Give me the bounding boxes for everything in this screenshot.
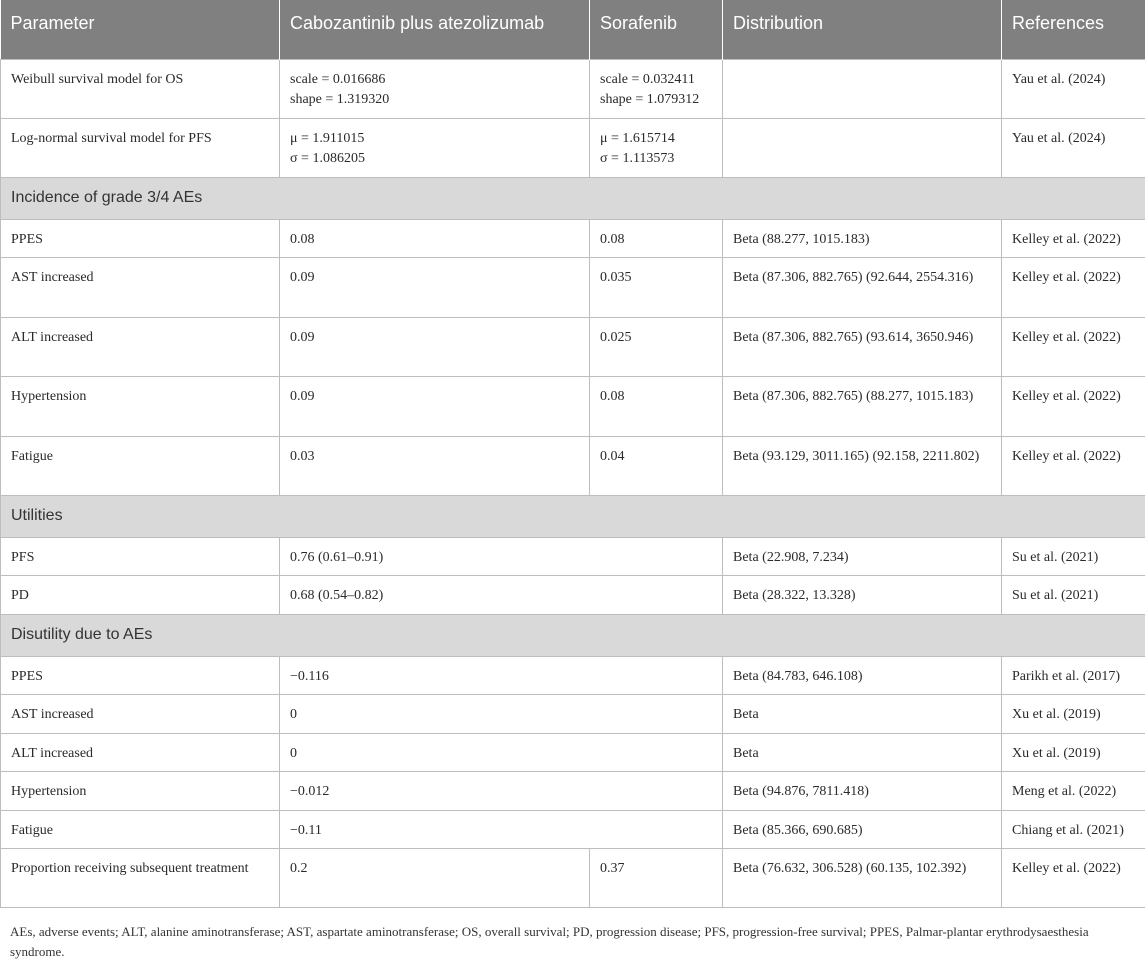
dist-cell: Beta (88.277, 1015.183) xyxy=(723,219,1002,257)
table-row xyxy=(1,376,1145,436)
value-cell: −0.116 xyxy=(280,656,723,694)
table-row xyxy=(1,118,1145,177)
param-cell: AST increased xyxy=(1,694,280,733)
table-row xyxy=(1,733,1145,771)
header-cabozantinib: Cabozantinib plus atezolizumab xyxy=(280,0,590,59)
ref-cell: Su et al. (2021) xyxy=(1002,575,1145,614)
cabo-cell: 0.03 xyxy=(280,436,590,495)
ref-cell: Kelley et al. (2022) xyxy=(1002,257,1145,317)
section-title: Utilities xyxy=(1,495,1145,537)
cabo-cell: 0.08 xyxy=(280,219,590,257)
table-row xyxy=(1,694,1145,733)
header-references: References xyxy=(1002,0,1145,59)
param-cell: PPES xyxy=(1,219,280,257)
ref-cell: Chiang et al. (2021) xyxy=(1002,810,1145,848)
table-row xyxy=(1,317,1145,376)
dist-cell: Beta (93.129, 3011.165) (92.158, 2211.802) xyxy=(723,436,1002,495)
section-row-disutility xyxy=(1,614,1145,656)
cabo-cell: 0.09 xyxy=(280,317,590,376)
sora-cell: scale = 0.032411 shape = 1.079312 xyxy=(590,59,723,118)
param-cell: AST increased xyxy=(1,257,280,317)
param-cell: Fatigue xyxy=(1,810,280,848)
cabo-cell: 0.09 xyxy=(280,257,590,317)
table-row xyxy=(1,219,1145,257)
ref-cell: Kelley et al. (2022) xyxy=(1002,317,1145,376)
section-row-incidence xyxy=(1,177,1145,219)
cabo-cell: μ = 1.911015 σ = 1.086205 xyxy=(280,118,590,177)
ref-cell: Yau et al. (2024) xyxy=(1002,59,1145,118)
cabo-cell: 0.09 xyxy=(280,376,590,436)
table-footnote: AEs, adverse events; ALT, alanine aminotransferase; AST, aspartate aminotransferase; OS, overall survival; PD, progression disease; PFS, progression-free survival; PPES, Palmar-plantar erythrodysaesthesia syndrome. xyxy=(10,924,1089,959)
param-cell: Fatigue xyxy=(1,436,280,495)
cabo-cell: 0.2 xyxy=(280,848,590,907)
sora-cell: 0.025 xyxy=(590,317,723,376)
table-row xyxy=(1,436,1145,495)
sora-cell: μ = 1.615714 σ = 1.113573 xyxy=(590,118,723,177)
section-title: Disutility due to AEs xyxy=(1,614,1145,656)
ref-cell: Kelley et al. (2022) xyxy=(1002,376,1145,436)
param-cell: PD xyxy=(1,575,280,614)
table-row xyxy=(1,59,1145,118)
param-cell: Log-normal survival model for PFS xyxy=(1,118,280,177)
dist-cell: Beta (22.908, 7.234) xyxy=(723,537,1002,575)
table-row xyxy=(1,656,1145,694)
param-cell: Hypertension xyxy=(1,376,280,436)
value-cell: 0 xyxy=(280,694,723,733)
dist-cell: Beta (94.876, 7811.418) xyxy=(723,771,1002,810)
dist-cell: Beta (85.366, 690.685) xyxy=(723,810,1002,848)
cabo-cell: scale = 0.016686 shape = 1.319320 xyxy=(280,59,590,118)
table-row xyxy=(1,810,1145,848)
param-cell: ALT increased xyxy=(1,733,280,771)
ref-cell: Xu et al. (2019) xyxy=(1002,694,1145,733)
sora-cell: 0.035 xyxy=(590,257,723,317)
param-cell: ALT increased xyxy=(1,317,280,376)
param-cell: Weibull survival model for OS xyxy=(1,59,280,118)
ref-cell: Kelley et al. (2022) xyxy=(1002,436,1145,495)
ref-cell: Xu et al. (2019) xyxy=(1002,733,1145,771)
header-row xyxy=(1,0,1145,59)
sora-cell: 0.04 xyxy=(590,436,723,495)
table-row xyxy=(1,257,1145,317)
param-cell: PPES xyxy=(1,656,280,694)
section-row-utilities xyxy=(1,495,1145,537)
table-row xyxy=(1,537,1145,575)
ref-cell: Parikh et al. (2017) xyxy=(1002,656,1145,694)
value-cell: −0.012 xyxy=(280,771,723,810)
table-row xyxy=(1,848,1145,907)
sora-cell: 0.08 xyxy=(590,219,723,257)
header-distribution: Distribution xyxy=(723,0,1002,59)
param-cell: Hypertension xyxy=(1,771,280,810)
value-cell: −0.11 xyxy=(280,810,723,848)
dist-cell: Beta xyxy=(723,733,1002,771)
ref-cell: Kelley et al. (2022) xyxy=(1002,848,1145,907)
header-sorafenib: Sorafenib xyxy=(590,0,723,59)
value-cell: 0.68 (0.54–0.82) xyxy=(280,575,723,614)
dist-cell: Beta (87.306, 882.765) (92.644, 2554.316) xyxy=(723,257,1002,317)
param-cell: Proportion receiving subsequent treatment xyxy=(1,848,280,907)
ref-cell: Kelley et al. (2022) xyxy=(1002,219,1145,257)
dist-cell: Beta (76.632, 306.528) (60.135, 102.392) xyxy=(723,848,1002,907)
dist-cell: Beta (28.322, 13.328) xyxy=(723,575,1002,614)
table-row xyxy=(1,771,1145,810)
dist-cell xyxy=(723,59,1002,118)
ref-cell: Su et al. (2021) xyxy=(1002,537,1145,575)
dist-cell xyxy=(723,118,1002,177)
dist-cell: Beta (87.306, 882.765) (88.277, 1015.183) xyxy=(723,376,1002,436)
dist-cell: Beta (87.306, 882.765) (93.614, 3650.946) xyxy=(723,317,1002,376)
dist-cell: Beta (84.783, 646.108) xyxy=(723,656,1002,694)
value-cell: 0 xyxy=(280,733,723,771)
param-cell: PFS xyxy=(1,537,280,575)
header-parameter: Parameter xyxy=(1,0,280,59)
value-cell: 0.76 (0.61–0.91) xyxy=(280,537,723,575)
ref-cell: Yau et al. (2024) xyxy=(1002,118,1145,177)
sora-cell: 0.37 xyxy=(590,848,723,907)
dist-cell: Beta xyxy=(723,694,1002,733)
sora-cell: 0.08 xyxy=(590,376,723,436)
table-row xyxy=(1,575,1145,614)
section-title: Incidence of grade 3/4 AEs xyxy=(1,177,1145,219)
ref-cell: Meng et al. (2022) xyxy=(1002,771,1145,810)
